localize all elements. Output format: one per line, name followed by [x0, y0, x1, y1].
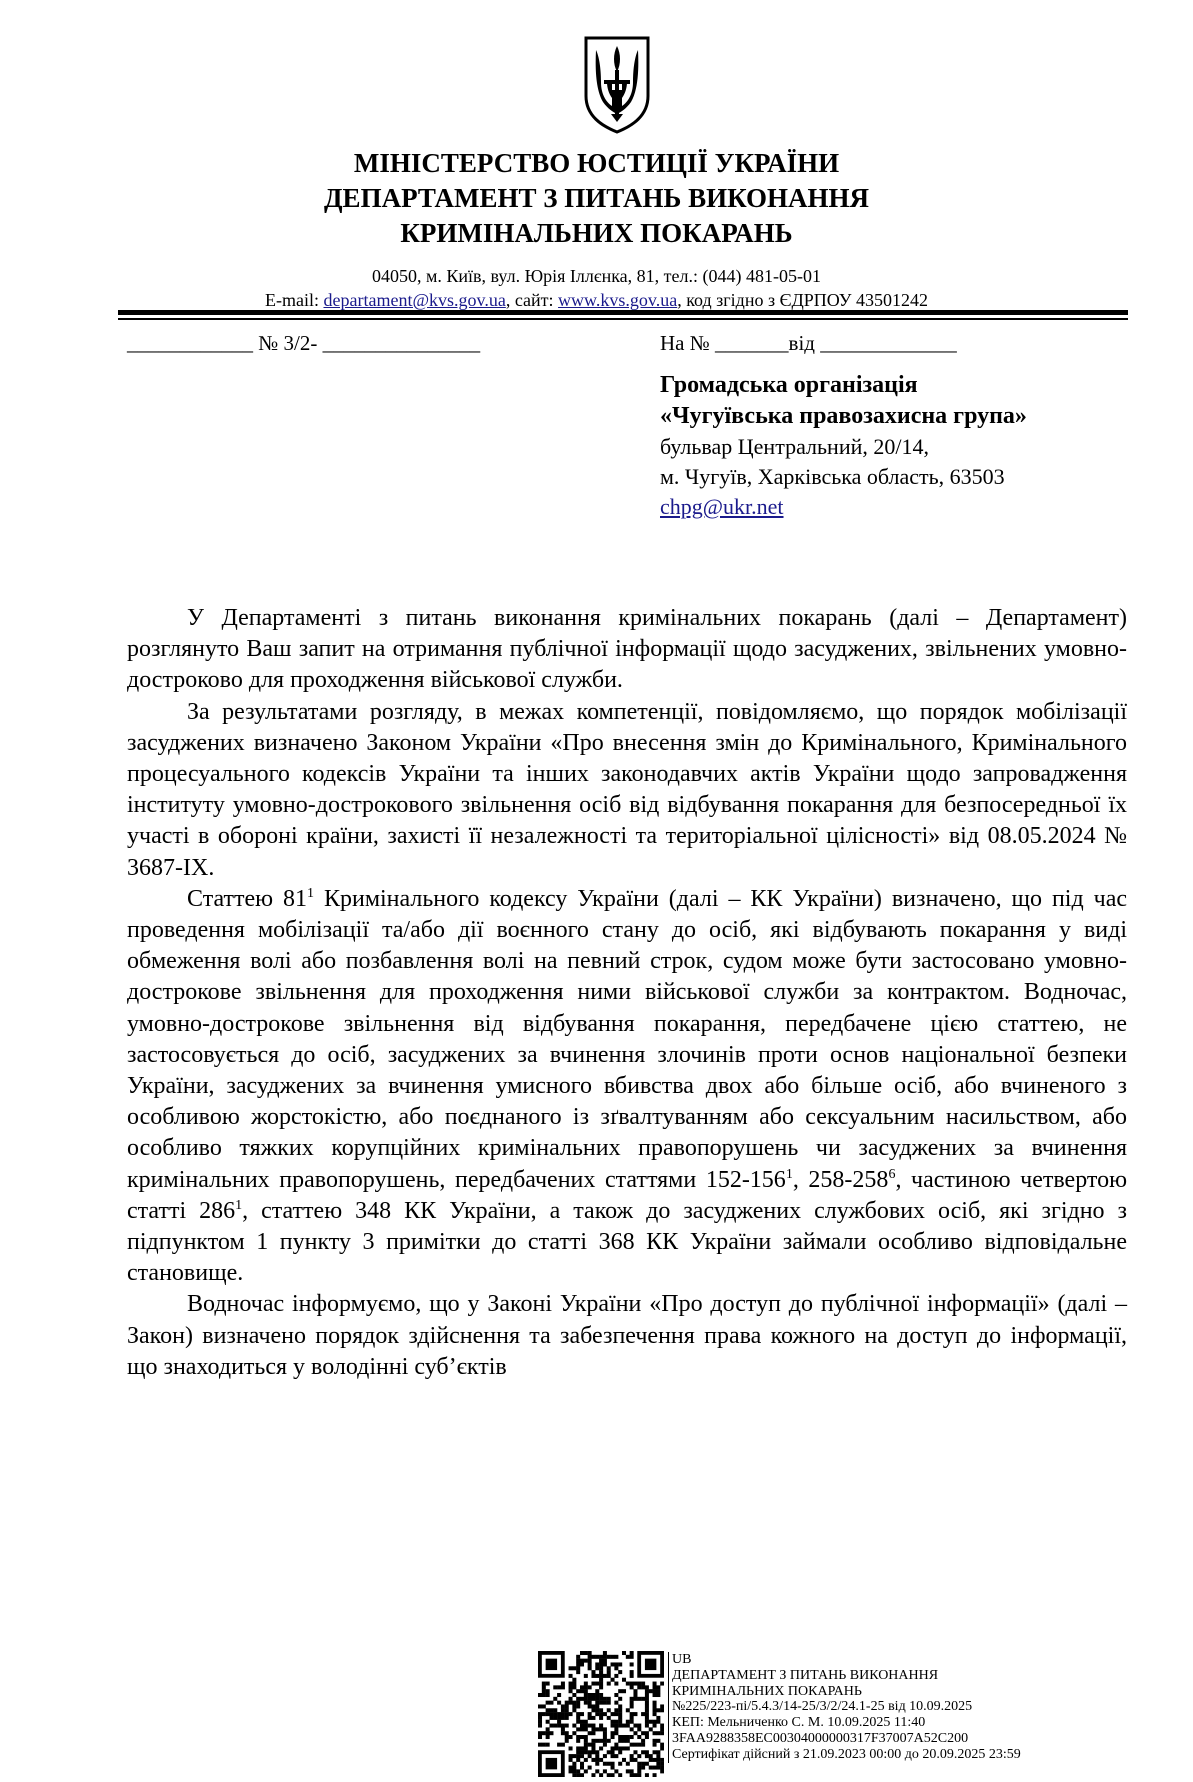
superscript: 6 [888, 1166, 896, 1182]
header-divider-thin [118, 318, 1128, 320]
recipient-org-type: Громадська організація [660, 372, 918, 398]
qr-code-icon [538, 1651, 664, 1777]
stamp-line: UB [672, 1652, 692, 1667]
stamp-serial: 3FAA9288358EC00304000000317F37007A52C200 [672, 1730, 969, 1746]
recipient-email-link[interactable]: chpg@ukr.net [660, 494, 784, 519]
article-text: , статтею 348 КК України, а також до засуджених службових осіб, які згідно з підпунктом 1 пункту 3 примітки до статті 368 КК України займали особливо відповідальне становище. [127, 1197, 1128, 1287]
paragraph-request: У Департаменті з питань виконання кримінальних покарань (далі – Департамент) розглянуто Ваш запит на отримання публічної інформації щодо засуджених, звільнених умовно-достроково для проходження військової служби. [127, 605, 1127, 694]
recipient-org-name: «Чугуївська правозахисна група» [660, 403, 1027, 429]
stamp-validity: Сертифікат дійсний з 21.09.2023 00:00 до 20.09.2025 23:59 [672, 1746, 1021, 1762]
site-prefix: , сайт: [505, 290, 559, 310]
site-link[interactable]: www.kvs.gov.ua [558, 290, 678, 310]
department-title-line1: ДЕПАРТАМЕНТ З ПИТАНЬ ВИКОНАННЯ [323, 183, 869, 213]
outgoing-number: ____________ № 3/2- _______________ [127, 331, 481, 355]
incoming-reference: На № _______від _____________ [660, 331, 957, 355]
e-signature-stamp [668, 1652, 1021, 1763]
recipient-block [660, 370, 1027, 522]
paragraph-public-info-law: Водночас інформуємо, що у Законі України «Про доступ до публічної інформації» (далі – Закон) визначено порядок здійснення та забезпечення права кожного на доступ до інформації, що знаходиться у володінні суб’єктів [127, 1291, 1127, 1380]
email-link[interactable]: departament@kvs.gov.ua [323, 290, 506, 310]
stamp-registration: №225/223-пі/5.4.3/14-25/3/2/24.1-25 від 10.09.2025 [672, 1699, 973, 1715]
header-divider-thick [118, 310, 1128, 315]
department-title-line2: КРИМІНАЛЬНИХ ПОКАРАНЬ [400, 218, 793, 248]
article-text: , частиною четвертою статті 286 [127, 1166, 1127, 1224]
article-text: Кримінального кодексу України (далі – КК України) визначено, що під час проведення мобілізації та/або дії воєнного стану до осіб, які відбувають покарання у виді обмеження волі або позбавлення волі на певний строк, судом може бути застосовано умовно-дострокове звільнення для проходження ними військової служби за контрактом. Водночас, умовно-дострокове звільнення від відбування покарання, передбачене цією статтею, не застосовується до осіб, засуджених за вчинення злочинів проти основ національної безпеки України, засуджених за вчинення умисного вбивства двох або більше осіб, або вчиненого з особливою жорстокістю, або поєднаного із зґвалтуванням або сексуальним насильством, або особливо тяжких корупційних кримінальних правопорушень чи засуджених за вчинення кримінальних правопорушень, передбачених статтями 152-156 [127, 885, 1128, 1193]
address-line: 04050, м. Київ, вул. Юрія Іллєнка, 81, тел.: (044) 481-05-01 [372, 266, 821, 286]
paragraph-article-81 [127, 884, 1127, 1290]
superscript: 1 [307, 885, 315, 901]
contact-line [0, 288, 1193, 312]
paragraph-mobilization-law: За результатами розгляду, в межах компетенції, повідомляємо, що порядок мобілізації засуджених визначено Законом України «Про внесення змін до Кримінального, Кримінального процесуального кодексів України та інших законодавчих актів України щодо запровадження інституту умовно-дострокового звільнення осіб від відбування покарання для безпосередньої їх участі в обороні країни, захисті її незалежності та територіальної цілісності» від 08.05.2024 № 3687-IX. [127, 698, 1127, 881]
email-prefix: E-mail: [265, 290, 324, 310]
recipient-street: бульвар Центральний, 20/14, [660, 434, 929, 459]
ministry-title: МІНІСТЕРСТВО ЮСТИЦІЇ УКРАЇНИ [353, 148, 840, 178]
stamp-line: ДЕПАРТАМЕНТ З ПИТАНЬ ВИКОНАННЯ [672, 1667, 939, 1683]
article-text: , 258-258 [792, 1166, 889, 1193]
article-ref: Статтею 81 [187, 885, 308, 912]
trident-coat-of-arms-icon [582, 34, 652, 134]
letter-body [127, 603, 1127, 1383]
stamp-signer: КЕП: Мельниченко С. М. 10.09.2025 11:40 [672, 1715, 926, 1731]
recipient-city: м. Чугуїв, Харківська область, 63503 [660, 464, 1005, 489]
superscript: 1 [235, 1197, 243, 1213]
stamp-line: КРИМІНАЛЬНИХ ПОКАРАНЬ [672, 1683, 862, 1699]
superscript: 1 [785, 1166, 793, 1182]
edrpou-code: , код згідно з ЄДРПОУ 43501242 [677, 290, 928, 310]
